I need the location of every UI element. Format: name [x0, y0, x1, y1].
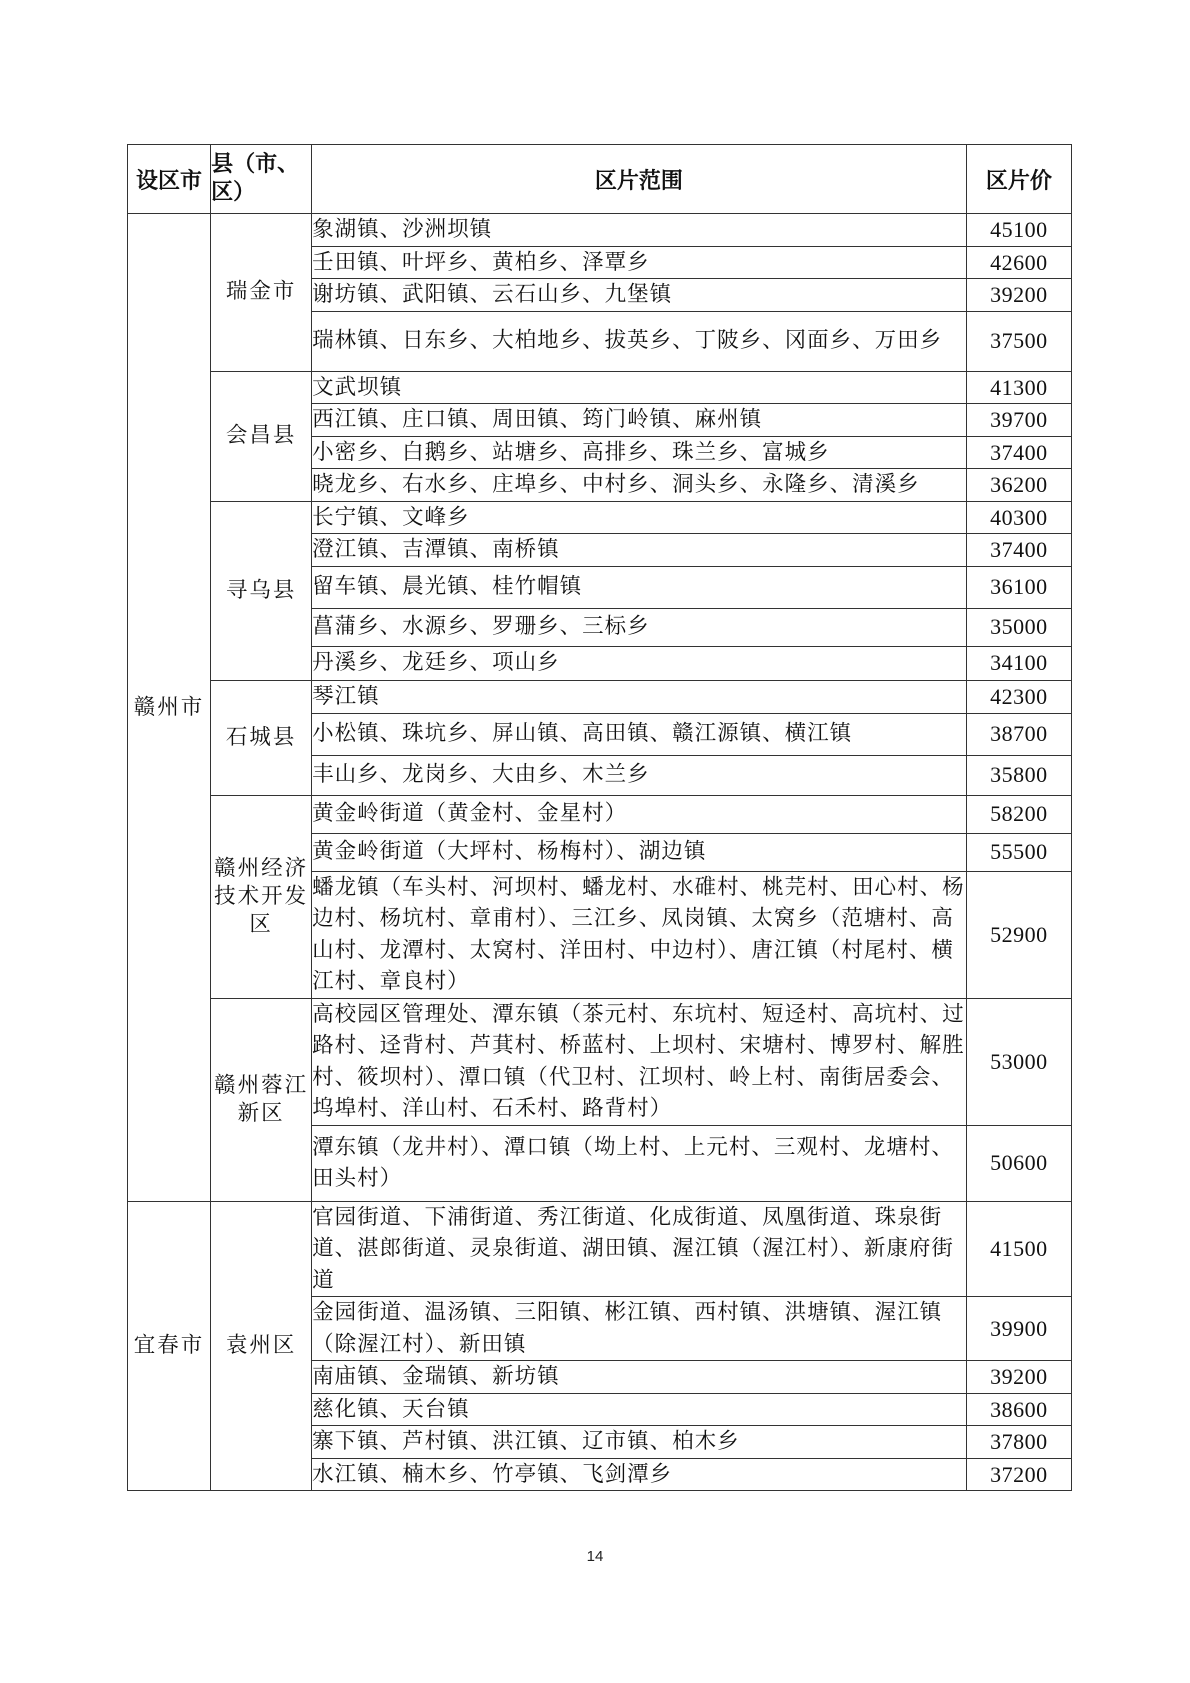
county-cell: 会昌县	[211, 371, 312, 501]
range-cell: 慈化镇、天台镇	[312, 1393, 967, 1426]
range-cell: 象湖镇、沙洲坝镇	[312, 214, 967, 247]
price-cell: 37200	[966, 1458, 1071, 1491]
range-cell: 小密乡、白鹅乡、站塘乡、高排乡、珠兰乡、富城乡	[312, 436, 967, 469]
header-range: 区片范围	[312, 145, 967, 214]
range-cell: 西江镇、庄口镇、周田镇、筠门岭镇、麻州镇	[312, 404, 967, 437]
price-cell: 40300	[966, 501, 1071, 534]
range-cell: 水江镇、楠木乡、竹亭镇、飞剑潭乡	[312, 1458, 967, 1491]
county-cell: 瑞金市	[211, 214, 312, 372]
price-cell: 37800	[966, 1426, 1071, 1459]
county-cell: 赣州经济技术开发区	[211, 795, 312, 998]
price-cell: 39700	[966, 404, 1071, 437]
price-cell: 53000	[966, 998, 1071, 1125]
price-cell: 50600	[966, 1125, 1071, 1201]
table-body	[128, 214, 1072, 1491]
price-cell: 38700	[966, 713, 1071, 755]
city-cell: 赣州市	[128, 214, 211, 1202]
table-row	[128, 998, 1072, 1125]
table-row	[128, 795, 1072, 833]
table-row	[128, 1201, 1072, 1297]
price-cell: 39900	[966, 1297, 1071, 1361]
price-cell: 35000	[966, 608, 1071, 646]
table-row	[128, 680, 1072, 713]
table-row	[128, 501, 1072, 534]
price-cell: 41300	[966, 371, 1071, 404]
range-cell: 高校园区管理处、潭东镇（茶元村、东坑村、短迳村、高坑村、过路村、迳背村、芦萁村、桥蓝村、上坝村、宋塘村、博罗村、解胜村、筱坝村）、潭口镇（代卫村、江坝村、岭上村、南街居委会、坞埠村、洋山村、石禾村、路背村）	[312, 998, 967, 1125]
range-cell: 菖蒲乡、水源乡、罗珊乡、三标乡	[312, 608, 967, 646]
price-cell: 58200	[966, 795, 1071, 833]
price-cell: 52900	[966, 871, 1071, 998]
range-cell: 蟠龙镇（车头村、河坝村、蟠龙村、水碓村、桃芫村、田心村、杨边村、杨坑村、章甫村）、三江乡、凤岗镇、太窝乡（范塘村、高山村、龙潭村、太窝村、洋田村、中边村）、唐江镇（村尾村、横江村、章良村）	[312, 871, 967, 998]
range-cell: 小松镇、珠坑乡、屏山镇、高田镇、赣江源镇、横江镇	[312, 713, 967, 755]
price-cell: 41500	[966, 1201, 1071, 1297]
price-cell: 36200	[966, 469, 1071, 502]
table-header-row	[128, 145, 1072, 214]
price-cell: 39200	[966, 1361, 1071, 1394]
header-price: 区片价	[966, 145, 1071, 214]
price-cell: 37400	[966, 534, 1071, 567]
range-cell: 丰山乡、龙岗乡、大由乡、木兰乡	[312, 755, 967, 795]
price-cell: 45100	[966, 214, 1071, 247]
range-cell: 长宁镇、文峰乡	[312, 501, 967, 534]
range-cell: 晓龙乡、右水乡、庄埠乡、中村乡、洞头乡、永隆乡、清溪乡	[312, 469, 967, 502]
range-cell: 瑞林镇、日东乡、大柏地乡、拔英乡、丁陂乡、冈面乡、万田乡	[312, 311, 967, 371]
price-cell: 42600	[966, 246, 1071, 279]
price-cell: 37400	[966, 436, 1071, 469]
city-cell: 宜春市	[128, 1201, 211, 1491]
table-row	[128, 371, 1072, 404]
price-cell: 39200	[966, 279, 1071, 312]
range-cell: 黄金岭街道（黄金村、金星村）	[312, 795, 967, 833]
range-cell: 南庙镇、金瑞镇、新坊镇	[312, 1361, 967, 1394]
header-city: 设区市	[128, 145, 211, 214]
range-cell: 壬田镇、叶坪乡、黄柏乡、泽覃乡	[312, 246, 967, 279]
price-cell: 55500	[966, 833, 1071, 871]
county-cell: 寻乌县	[211, 501, 312, 680]
price-cell: 38600	[966, 1393, 1071, 1426]
range-cell: 文武坝镇	[312, 371, 967, 404]
table-row	[128, 214, 1072, 247]
price-cell: 37500	[966, 311, 1071, 371]
price-cell: 35800	[966, 755, 1071, 795]
county-cell: 袁州区	[211, 1201, 312, 1491]
price-cell: 34100	[966, 646, 1071, 680]
land-price-table	[127, 144, 1072, 1491]
price-cell: 36100	[966, 566, 1071, 608]
range-cell: 寨下镇、芦村镇、洪江镇、辽市镇、柏木乡	[312, 1426, 967, 1459]
range-cell: 潭东镇（龙井村）、潭口镇（坳上村、上元村、三观村、龙塘村、田头村）	[312, 1125, 967, 1201]
price-cell: 42300	[966, 680, 1071, 713]
page-number: 14	[586, 1548, 604, 1565]
range-cell: 澄江镇、吉潭镇、南桥镇	[312, 534, 967, 567]
range-cell: 官园街道、下浦街道、秀江街道、化成街道、凤凰街道、珠泉街道、湛郎街道、灵泉街道、湖田镇、渥江镇（渥江村）、新康府街道	[312, 1201, 967, 1297]
range-cell: 丹溪乡、龙廷乡、项山乡	[312, 646, 967, 680]
range-cell: 谢坊镇、武阳镇、云石山乡、九堡镇	[312, 279, 967, 312]
range-cell: 金园街道、温汤镇、三阳镇、彬江镇、西村镇、洪塘镇、渥江镇（除渥江村）、新田镇	[312, 1297, 967, 1361]
range-cell: 留车镇、晨光镇、桂竹帽镇	[312, 566, 967, 608]
range-cell: 琴江镇	[312, 680, 967, 713]
county-cell: 石城县	[211, 680, 312, 795]
range-cell: 黄金岭街道（大坪村、杨梅村）、湖边镇	[312, 833, 967, 871]
county-cell: 赣州蓉江新区	[211, 998, 312, 1201]
header-county: 县（市、区）	[211, 145, 312, 214]
